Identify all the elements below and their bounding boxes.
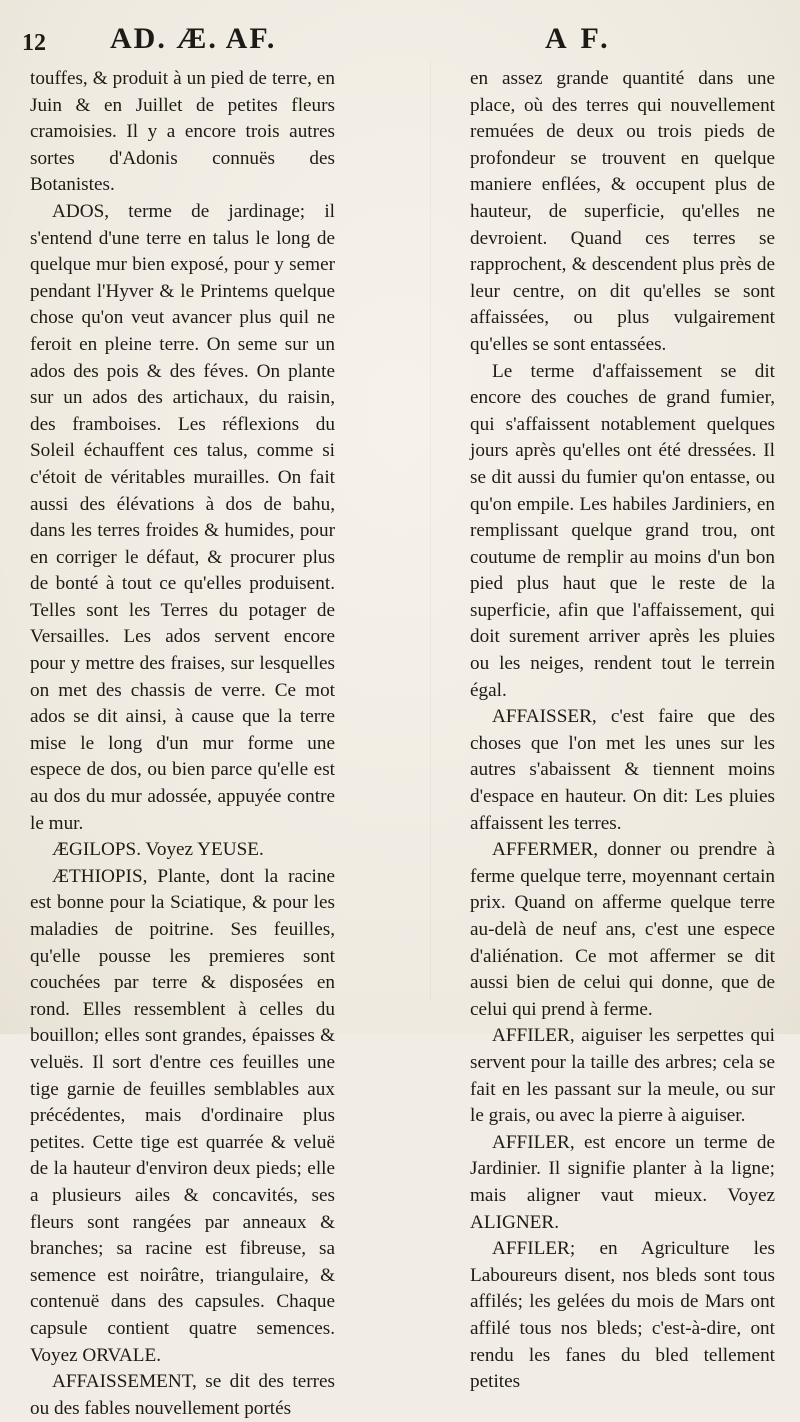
entry-affaisser: AFFAISSER, c'est faire que des choses que l'on met les unes sur les autres s'abaissent & tiennent moins d'espace en hauteur. On dit: Les pluies affaissent les terres.	[470, 706, 775, 834]
entry-aethiopis: ÆTHIOPIS, Plante, dont la racine est bonne pour la Sciatique, & pour les maladies de poitrine. Ses feuilles, qu'elle pousse les premieres sont couchées par terre & disposées en rond. Elles ressemblent à celles du bouillon; elles sont grandes, épaisses & veluës. Il sort d'entre ces feuilles une tige garnie de feuilles semblables aux précédentes, mais d'ordinaire plus petites. Cette tige est quarrée & veluë de la hauteur d'environ deux pieds; elle a plusieurs ailes & concavités, ses fleurs sont rangées par anneaux & branches; sa racine est fibreuse, sa semence est noirâtre, triangulaire, & contenuë dans des capsules. Chaque capsule contient quatre semences. Voyez ORVALE.	[30, 865, 335, 1366]
entry-affermer: AFFERMER, donner ou prendre à ferme quelque terre, moyennant certain prix. Quand on afferme quelque terre au-delà de neuf ans, c'est une espece d'aliénation. Ce mot affermer se dit aussi bien de celui qui donne, que de celui qui prend à ferme.	[470, 839, 775, 1020]
right-column	[470, 66, 775, 1396]
page-number: 12	[22, 30, 46, 56]
running-head-right: A F.	[545, 22, 612, 55]
entry-affaissement: AFFAISSEMENT, se dit des terres ou des fables nouvellement portés	[30, 1371, 335, 1419]
column-gutter	[430, 60, 431, 1000]
running-head-left: AD. Æ. AF.	[110, 22, 277, 55]
paragraph-adonis-continued: touffes, & produit à un pied de terre, en Juin & en Juillet de petites fleurs cramoisies. Il y a encore trois autres sortes d'Adonis connuës des Botanistes.	[30, 68, 335, 196]
entry-ados: ADOS, terme de jardinage; il s'entend d'une terre en talus le long de quelque mur bien exposé, pour y semer pendant l'Hyver & le Printems quelque chose qu'on veut avancer plus quil ne feroit en pleine terre. On seme sur un ados des pois & des féves. On plante sur un ados des artichaux, du raisin, des framboises. Les réflexions du Soleil échauffent ces talus, comme si c'étoit de véritables murailles. On fait aussi des élévations à dos de bahu, dans les terres froides & humides, pour en corriger le défaut, & procurer plus de bonté à tout ce qu'elles produisent. Telles sont les Terres du potager de Versailles. Les ados servent encore pour y mettre des fraises, sur lesquelles on met des chassis de verre. Ce mot ados se dit ainsi, à cause que la terre mise le long d'un mur forme une espece de dos, ou bien parce qu'elle est au dos du mur adossée, appuyée contre le mur.	[30, 200, 335, 834]
entry-affiler-jardinier: AFFILER, est encore un terme de Jardinier. Il signifie planter à la ligne; mais aligner vaut mieux. Voyez ALIGNER.	[470, 1131, 775, 1233]
paragraph-affaissement-continued: en assez grande quantité dans une place, où des terres qui nouvellement remuées de deux ou trois pieds de profondeur se trouvent en quelque maniere enflées, & occupent plus de hauteur, de superficie, qu'elles ne devroient. Quand ces terres se rapprochent, & descendent plus près de leur centre, on dit qu'elles se sont affaissées, ou plus vulgairement qu'elles se sont entassées.	[470, 68, 775, 355]
entry-affaissement-couches: Le terme d'affaissement se dit encore des couches de grand fumier, qui s'affaissent notablement quelques jours après qu'elles ont été dressées. Il se dit aussi du fumier qu'on entasse, ou qu'on empile. Les habiles Jardiniers, en remplissant quelque grand trou, ont coutume de remplir au moins d'un bon pied plus haut que le reste de la superficie, afin que l'affaissement, qui doit surement arriver après les pluies ou les neiges, rendent tout le terrein égal.	[470, 360, 775, 701]
left-column	[30, 66, 335, 1422]
entry-affiler-aiguiser: AFFILER, aiguiser les serpettes qui servent pour la taille des arbres; cela se fait en les passant sur la meule, ou sur le grais, ou avec la pierre à aiguiser.	[470, 1025, 775, 1127]
entry-aegilops: ÆGILOPS. Voyez YEUSE.	[52, 839, 264, 861]
entry-affiler-agriculture: AFFILER; en Agriculture les Laboureurs disent, nos bleds sont tous affilés; les gelées du mois de Mars ont affilé tous nos bleds; c'est-à-dire, ont rendu les fanes du bled tellement petites	[470, 1238, 775, 1393]
